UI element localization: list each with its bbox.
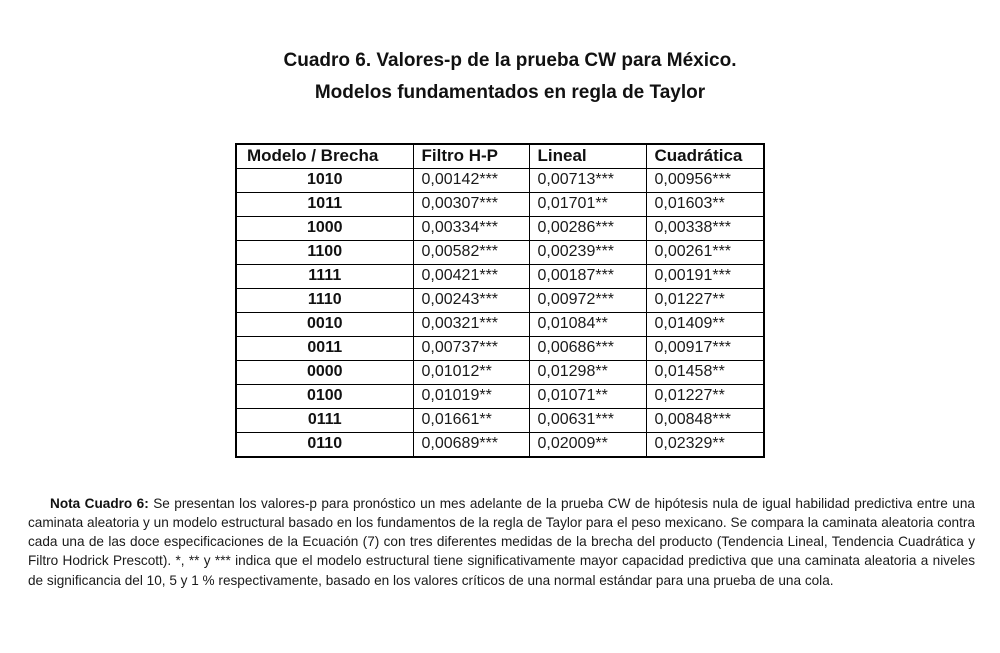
cell-lineal: 0,00713*** (529, 169, 646, 193)
cell-cuadratica: 0,00191*** (646, 265, 764, 289)
cell-cuadratica: 0,00338*** (646, 217, 764, 241)
table-row (236, 265, 764, 289)
pvalues-table (235, 143, 765, 458)
cell-filtro-hp: 0,00737*** (413, 337, 529, 361)
note-text: Se presentan los valores-p para pronóstico un mes adelante de la prueba CW de hipótesis nula de igual habilidad predictiva entre una caminata aleatoria y un modelo estructural basado en los fundamentos de la regla de Taylor para el peso mexicano. Se compara la caminata aleatoria contra cada una de las doce especificaciones de la Ecuación (7) con tres diferentes medidas de la brecha del producto (Tendencia Lineal, Tendencia Cuadrática y Filtro Hodrick Prescott). *, ** y *** indica que el modelo estructural tiene significativamente mayor capacidad predictiva que una caminata aleatoria a niveles de significancia del 10, 5 y 1 % respectivamente, basado en los valores críticos de una normal estándar para una prueba de una cola. (28, 495, 975, 588)
header-modelo-brecha: Modelo / Brecha (236, 144, 413, 169)
table-row (236, 241, 764, 265)
cell-lineal: 0,00631*** (529, 409, 646, 433)
table-row (236, 361, 764, 385)
cell-lineal: 0,00686*** (529, 337, 646, 361)
cell-cuadratica: 0,01227** (646, 289, 764, 313)
table-note (28, 494, 975, 590)
cell-modelo: 1111 (236, 265, 413, 289)
cell-filtro-hp: 0,01661** (413, 409, 529, 433)
cell-modelo: 0111 (236, 409, 413, 433)
cell-lineal: 0,01298** (529, 361, 646, 385)
title-line-2: Modelos fundamentados en regla de Taylor (314, 82, 706, 103)
cell-modelo: 0011 (236, 337, 413, 361)
cell-cuadratica: 0,00848*** (646, 409, 764, 433)
table-title (0, 45, 1000, 109)
table-row (236, 289, 764, 313)
cell-filtro-hp: 0,00421*** (413, 265, 529, 289)
table-header-row (236, 144, 764, 169)
table-row (236, 313, 764, 337)
table-row (236, 433, 764, 457)
table-row (236, 169, 764, 193)
cell-filtro-hp: 0,00334*** (413, 217, 529, 241)
cell-lineal: 0,01084** (529, 313, 646, 337)
cell-cuadratica: 0,01227** (646, 385, 764, 409)
cell-cuadratica: 0,01603** (646, 193, 764, 217)
cell-cuadratica: 0,00261*** (646, 241, 764, 265)
cell-cuadratica: 0,01409** (646, 313, 764, 337)
header-filtro-hp: Filtro H-P (413, 144, 529, 169)
header-cuadratica: Cuadrática (646, 144, 764, 169)
cell-filtro-hp: 0,00307*** (413, 193, 529, 217)
cell-modelo: 1011 (236, 193, 413, 217)
cell-modelo: 0110 (236, 433, 413, 457)
cell-lineal: 0,00187*** (529, 265, 646, 289)
cell-lineal: 0,00286*** (529, 217, 646, 241)
cell-filtro-hp: 0,01012** (413, 361, 529, 385)
cell-lineal: 0,00972*** (529, 289, 646, 313)
cell-modelo: 1000 (236, 217, 413, 241)
cell-cuadratica: 0,01458** (646, 361, 764, 385)
cell-modelo: 1010 (236, 169, 413, 193)
cell-modelo: 0100 (236, 385, 413, 409)
cell-modelo: 0000 (236, 361, 413, 385)
title-line-1: Cuadro 6. Valores-p de la prueba CW para México. (283, 50, 737, 71)
table-row (236, 217, 764, 241)
cell-cuadratica: 0,00956*** (646, 169, 764, 193)
table-row (236, 409, 764, 433)
cell-cuadratica: 0,00917*** (646, 337, 764, 361)
cell-filtro-hp: 0,01019** (413, 385, 529, 409)
cell-lineal: 0,00239*** (529, 241, 646, 265)
cell-cuadratica: 0,02329** (646, 433, 764, 457)
cell-modelo: 1110 (236, 289, 413, 313)
cell-lineal: 0,02009** (529, 433, 646, 457)
table-row (236, 337, 764, 361)
cell-filtro-hp: 0,00243*** (413, 289, 529, 313)
cell-filtro-hp: 0,00321*** (413, 313, 529, 337)
cell-lineal: 0,01071** (529, 385, 646, 409)
cell-modelo: 1100 (236, 241, 413, 265)
cell-lineal: 0,01701** (529, 193, 646, 217)
cell-filtro-hp: 0,00689*** (413, 433, 529, 457)
cell-modelo: 0010 (236, 313, 413, 337)
cell-filtro-hp: 0,00142*** (413, 169, 529, 193)
table-body (236, 169, 764, 457)
table-row (236, 193, 764, 217)
cell-filtro-hp: 0,00582*** (413, 241, 529, 265)
table-row (236, 385, 764, 409)
header-lineal: Lineal (529, 144, 646, 169)
note-label: Nota Cuadro 6: (50, 495, 149, 511)
